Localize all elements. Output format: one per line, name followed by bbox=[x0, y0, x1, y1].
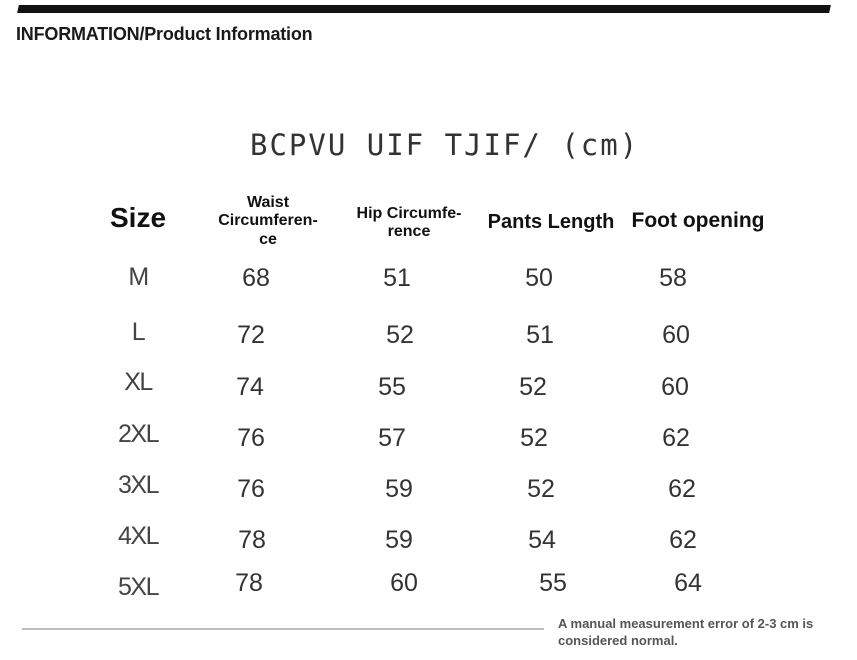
section-header: INFORMATION/Product Information bbox=[16, 24, 313, 44]
table-cell-length: 54 bbox=[528, 526, 556, 554]
table-cell-length: 52 bbox=[520, 424, 548, 452]
table-cell-waist: 76 bbox=[237, 475, 265, 503]
column-header-waist: Waist Circumferen- ce bbox=[218, 194, 318, 248]
table-cell-waist: 74 bbox=[236, 373, 264, 401]
table-cell-foot: 60 bbox=[661, 373, 689, 401]
table-cell-size: 5XL bbox=[118, 573, 158, 601]
table-cell-length: 55 bbox=[539, 569, 567, 597]
table-cell-size: XL bbox=[124, 368, 152, 396]
column-header-foot-opening: Foot opening bbox=[631, 209, 765, 232]
bottom-divider bbox=[22, 628, 544, 630]
top-divider-bar bbox=[17, 5, 831, 13]
table-cell-hip: 51 bbox=[383, 264, 411, 292]
column-header-hip: Hip Circumfe- rence bbox=[356, 205, 462, 241]
table-cell-hip: 59 bbox=[385, 475, 413, 503]
table-cell-size: M bbox=[128, 263, 148, 291]
table-cell-foot: 62 bbox=[662, 424, 690, 452]
table-cell-length: 52 bbox=[527, 475, 555, 503]
table-cell-hip: 57 bbox=[378, 424, 406, 452]
measurement-note: A manual measurement error of 2-3 cm is considered normal. bbox=[558, 616, 814, 648]
table-cell-length: 52 bbox=[519, 373, 547, 401]
table-cell-length: 50 bbox=[525, 264, 553, 292]
table-cell-waist: 78 bbox=[235, 569, 263, 597]
table-cell-foot: 64 bbox=[674, 569, 702, 597]
table-cell-size: 2XL bbox=[118, 420, 158, 448]
table-cell-foot: 58 bbox=[659, 264, 687, 292]
column-header-pants-length: Pants Length bbox=[487, 211, 615, 233]
table-cell-foot: 60 bbox=[662, 321, 690, 349]
table-cell-size: L bbox=[131, 318, 145, 346]
table-cell-hip: 60 bbox=[390, 569, 418, 597]
table-cell-size: 3XL bbox=[118, 471, 158, 499]
table-cell-hip: 55 bbox=[378, 373, 406, 401]
column-header-size: Size bbox=[109, 202, 167, 233]
table-cell-hip: 59 bbox=[385, 526, 413, 554]
table-cell-foot: 62 bbox=[668, 475, 696, 503]
table-cell-waist: 78 bbox=[238, 526, 266, 554]
table-cell-waist: 72 bbox=[237, 321, 265, 349]
table-cell-waist: 76 bbox=[237, 424, 265, 452]
table-cell-waist: 68 bbox=[242, 264, 270, 292]
table-cell-length: 51 bbox=[526, 321, 554, 349]
table-cell-size: 4XL bbox=[118, 522, 158, 550]
table-cell-hip: 52 bbox=[386, 321, 414, 349]
table-cell-foot: 62 bbox=[669, 526, 697, 554]
size-table-title: BCPVU UIF TJIF/ (cm) bbox=[250, 128, 640, 162]
